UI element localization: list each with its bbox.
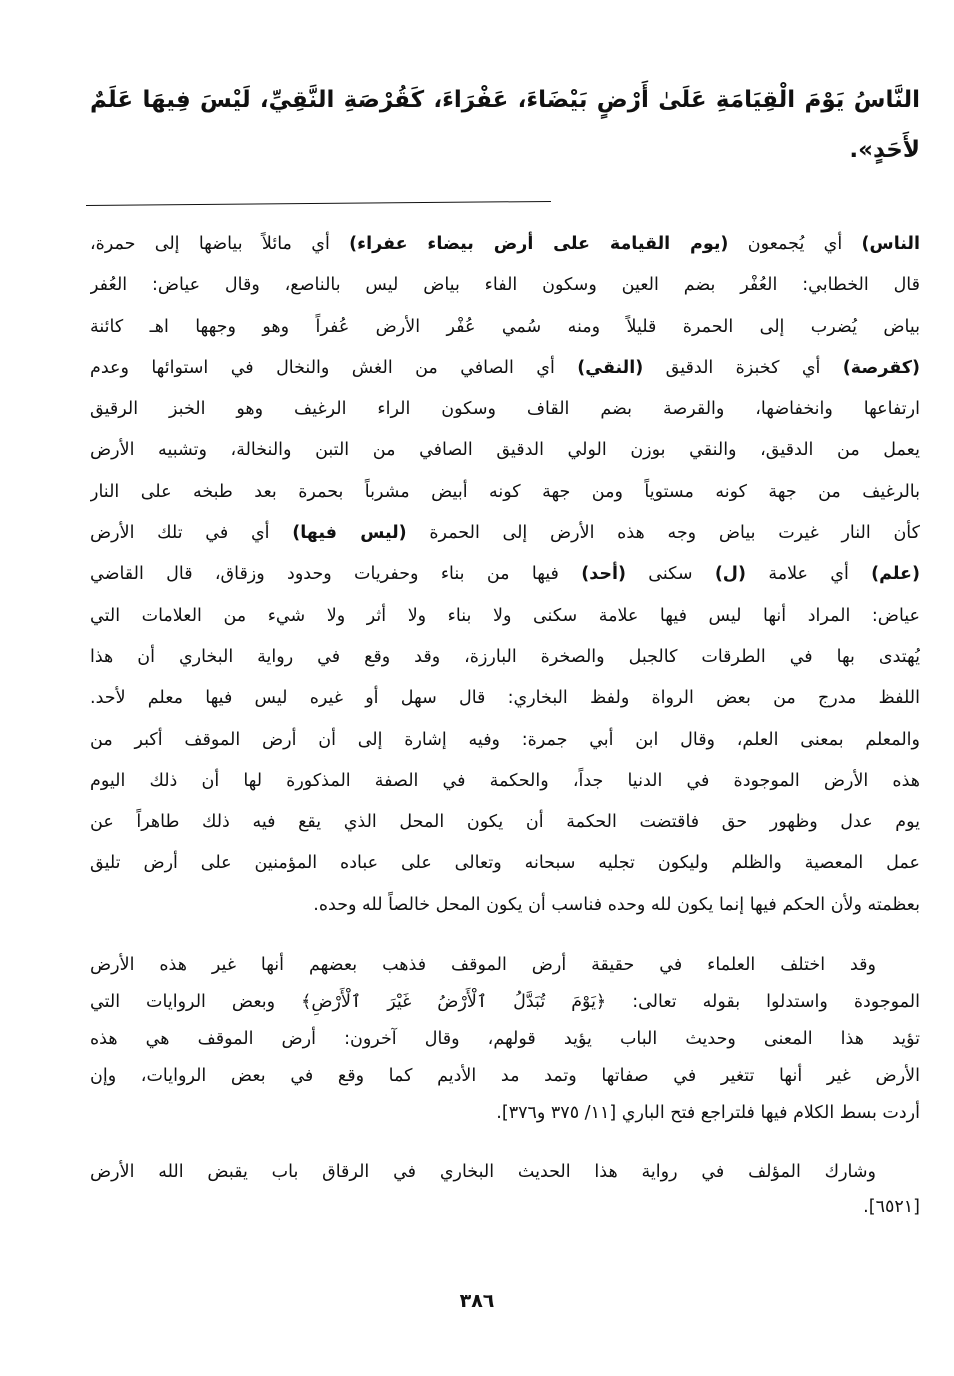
text-line bbox=[90, 430, 920, 471]
text-segment: ﴿يَوْمَ تُبَدَّلُ ٱلْأَرْضُ غَيْرَ ٱلْأَرْضِ﴾ bbox=[301, 992, 607, 1012]
text-line bbox=[90, 802, 920, 843]
text-segment: وقد اختلف العلماء في حقيقة أرض الموقف فذهب بعضهم أنها غير هذه الأرض bbox=[90, 955, 876, 975]
text-line bbox=[90, 885, 920, 926]
text-segment: بعظمته ولأن الحكم فيها إنما يكون لله وحده فناسب أن يكون المحل خالصاً لله وحده. bbox=[313, 894, 920, 915]
text-segment: أي كخبزة الدقيق bbox=[643, 357, 843, 378]
text-line bbox=[90, 761, 920, 802]
text-segment: أردت بسط الكلام فيها فلتراجع فتح الباري [١١/ ٣٧٥ و٣٧٦]. bbox=[496, 1103, 920, 1123]
text-segment: قال الخطابي: العُفْر بضم العين وسكون الفاء بياض ليس بالناصع، وقال عياض: العُفر bbox=[90, 275, 920, 296]
text-line bbox=[90, 1058, 920, 1095]
text-segment: فيها من بناء وحفريات وحدود وزقاق، قال القاضي bbox=[90, 564, 582, 585]
text-segment: وبعض الروايات التي bbox=[90, 992, 302, 1012]
hadith-line: النَّاسُ يَوْمَ الْقِيَامَةِ عَلَىٰ أَرْضٍ بَيْضَاءَ، عَفْرَاءَ، كَقُرْصَةِ النَّقِيِّ، لَيْسَ فِيهَا عَلَمٌ bbox=[90, 87, 920, 113]
text-line bbox=[90, 637, 920, 678]
text-line bbox=[90, 947, 920, 984]
text-segment: [٦٥٢١]. bbox=[863, 1197, 920, 1217]
text-line bbox=[90, 1155, 920, 1190]
commentary-paragraph bbox=[90, 947, 920, 1132]
bold-quoted-term: (النقي) bbox=[577, 357, 644, 378]
text-segment: عمل المعصية والظلم وليكون تجليه سبحانه وتعالى على عباده المؤمنين على أرض تليق bbox=[90, 853, 920, 874]
text-line bbox=[90, 596, 920, 637]
text-line bbox=[90, 678, 920, 719]
bold-quoted-term: (أحد) bbox=[581, 564, 626, 585]
text-segment: اللفظ مدرج من بعض الرواة ولفظ البخاري: قال سهل أو غيره ليس فيها معلم لأحد. bbox=[90, 688, 920, 709]
bold-quoted-term: الناس) bbox=[861, 234, 920, 254]
text-segment: كأن النار غيرت بياض وجه هذه الأرض إلى الحمرة bbox=[406, 523, 920, 544]
text-line bbox=[90, 472, 920, 513]
text-line bbox=[90, 513, 920, 554]
bold-quoted-term: (علم) bbox=[871, 564, 920, 585]
text-segment: يعمل من الدقيق، والنقي بوزن الولي الدقيق الصافي من التبن والنخالة، وتشبيه الأرض bbox=[90, 440, 920, 461]
hadith-line: لأَحَدٍ». bbox=[849, 137, 920, 163]
text-segment: أي في تلك الأرض bbox=[90, 523, 293, 544]
text-line bbox=[90, 348, 920, 389]
text-segment: تؤيد هذا المعنى وحديث الباب يؤيد قولهم، وقال آخرون: أرض الموقف هي هذه bbox=[90, 1029, 920, 1049]
text-line bbox=[90, 984, 920, 1021]
text-segment: أي علامة bbox=[746, 564, 872, 585]
text-segment: يُهتدى بها في الطرقات كالجبل والصخرة البارزة، وقد وقع في رواية البخاري أن هذا bbox=[90, 646, 920, 667]
text-segment: أي يُجمعون bbox=[728, 234, 862, 254]
commentary-paragraph bbox=[90, 1155, 920, 1225]
text-segment: أي مائلاً بياضها إلى حمرة، bbox=[90, 234, 350, 254]
text-segment: أي الصافي من الغش والنخال في استوائها وعدم bbox=[90, 357, 578, 378]
text-segment: بالرغيف من جهة كونه مستوياً ومن جهة كونه أبيض مشرباً بحمرة بعد طبخه على النار bbox=[90, 481, 920, 502]
text-line bbox=[90, 265, 920, 306]
text-line bbox=[90, 1021, 920, 1058]
text-segment: والمعلم بمعنى العلم، وقال ابن أبي جمرة: وفيه إشارة إلى أن أرض الموقف أكبر من bbox=[90, 729, 920, 750]
text-segment: يوم عدل وظهور حق فاقتضت الحكمة أن يكون المحل الذي يقع فيه ذلك طاهراً عن bbox=[90, 812, 920, 833]
footnote-separator-rule bbox=[86, 201, 551, 206]
text-line bbox=[90, 1095, 920, 1132]
text-segment: الأرض غير أنها تتغير في صفاتها وتمد مد الأديم كما وقع في بعض الروايات، وإن bbox=[90, 1066, 920, 1086]
bold-quoted-term: (ل) bbox=[714, 564, 746, 585]
text-line bbox=[90, 307, 920, 348]
text-segment: ارتفاعها وانخفاضها، والقرصة بضم القاف وسكون الراء الرغيف وهو الخبز الرقيق bbox=[90, 399, 920, 420]
text-segment: سكنى bbox=[625, 564, 715, 585]
text-segment: بياض يُضرب إلى الحمرة قليلاً ومنه سُمي عُفْر الأرض عُفراً وهو وجهها اهـ كائنة bbox=[90, 316, 920, 337]
text-line bbox=[90, 554, 920, 595]
text-line bbox=[90, 224, 920, 265]
text-line bbox=[90, 843, 920, 884]
text-line bbox=[90, 1190, 920, 1225]
text-line bbox=[90, 720, 920, 761]
bold-quoted-term: (يوم القيامة على أرض بيضاء عفراء) bbox=[349, 234, 729, 254]
text-segment: الموجودة واستدلوا بقوله تعالى: bbox=[606, 992, 920, 1012]
page-number: ٣٨٦ bbox=[459, 1290, 495, 1312]
text-segment: وشارك المؤلف في رواية هذا الحديث البخاري في الرقاق باب يقبض الله الأرض bbox=[90, 1162, 876, 1182]
text-segment: هذه الأرض الموجودة في الدنيا جداً، والحكمة في الصفة المذكورة لها أن ذلك اليوم bbox=[90, 770, 920, 791]
text-segment: عياض: المراد أنها ليس فيها علامة سكنى ولا بناء ولا أثر ولا شيء من العلامات التي bbox=[90, 605, 920, 626]
hadith-text bbox=[90, 75, 920, 175]
commentary-paragraph bbox=[90, 224, 920, 926]
bold-quoted-term: (ليس فيها) bbox=[292, 523, 407, 544]
bold-quoted-term: (كقرصة) bbox=[842, 357, 920, 378]
text-line bbox=[90, 389, 920, 430]
